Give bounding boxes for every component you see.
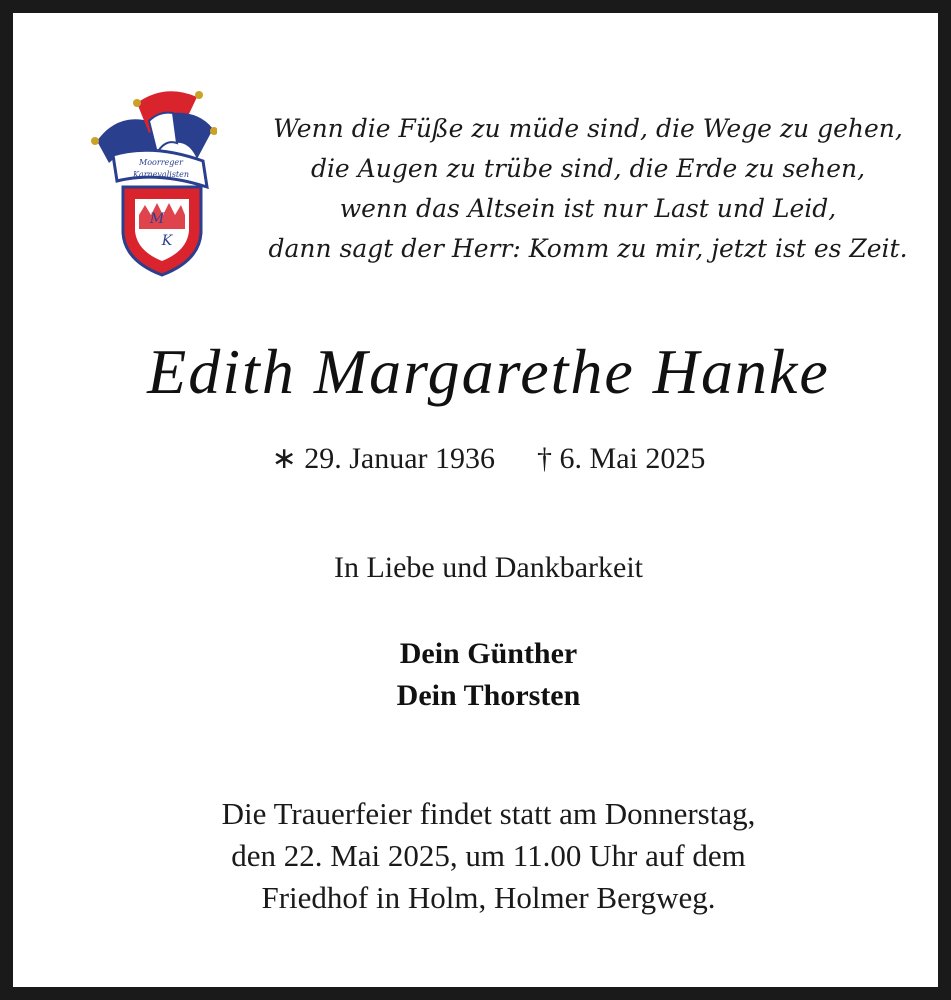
carnival-club-logo: [87, 83, 217, 278]
bell-icon: [195, 91, 203, 99]
jester-cap-right: [173, 113, 213, 159]
mourner-name: Dein Günther: [399, 637, 578, 670]
service-line: Die Trauerfeier findet statt am Donnerstag,: [221, 796, 756, 831]
poem: [268, 109, 908, 269]
mourner-name: Dein Thorsten: [396, 679, 581, 712]
poem-line: wenn das Altsein ist nur Last und Leid,: [339, 194, 837, 223]
mourners-list: [13, 633, 951, 717]
life-dates: [13, 441, 951, 476]
bell-icon: [133, 99, 141, 107]
poem-line: Wenn die Füße zu müde sind, die Wege zu gehen,: [273, 114, 903, 143]
logo-initial-m: M: [149, 211, 165, 227]
bell-icon: [91, 137, 99, 145]
service-line: den 22. Mai 2025, um 11.00 Uhr auf dem: [231, 838, 746, 873]
poem-line: die Augen zu trübe sind, die Erde zu sehen,: [310, 154, 866, 183]
logo-banner: [113, 150, 207, 187]
dedication: In Liebe und Dankbarkeit: [333, 551, 644, 584]
deceased-name: Edith Margarethe Hanke: [147, 336, 830, 407]
logo-banner-bottom-text: Karnevalisten: [132, 170, 190, 179]
death-date: † 6. Mai 2025: [537, 442, 706, 475]
logo-initial-k: K: [161, 233, 173, 249]
funeral-service-info: [13, 793, 951, 919]
birth-date: ∗ 29. Januar 1936: [271, 442, 496, 475]
poem-line: dann sagt der Herr: Komm zu mir, jetzt ist es Zeit.: [268, 234, 908, 263]
logo-banner-top-text: Moorreger: [139, 158, 183, 167]
service-line: Friedhof in Holm, Holmer Bergweg.: [261, 880, 716, 915]
